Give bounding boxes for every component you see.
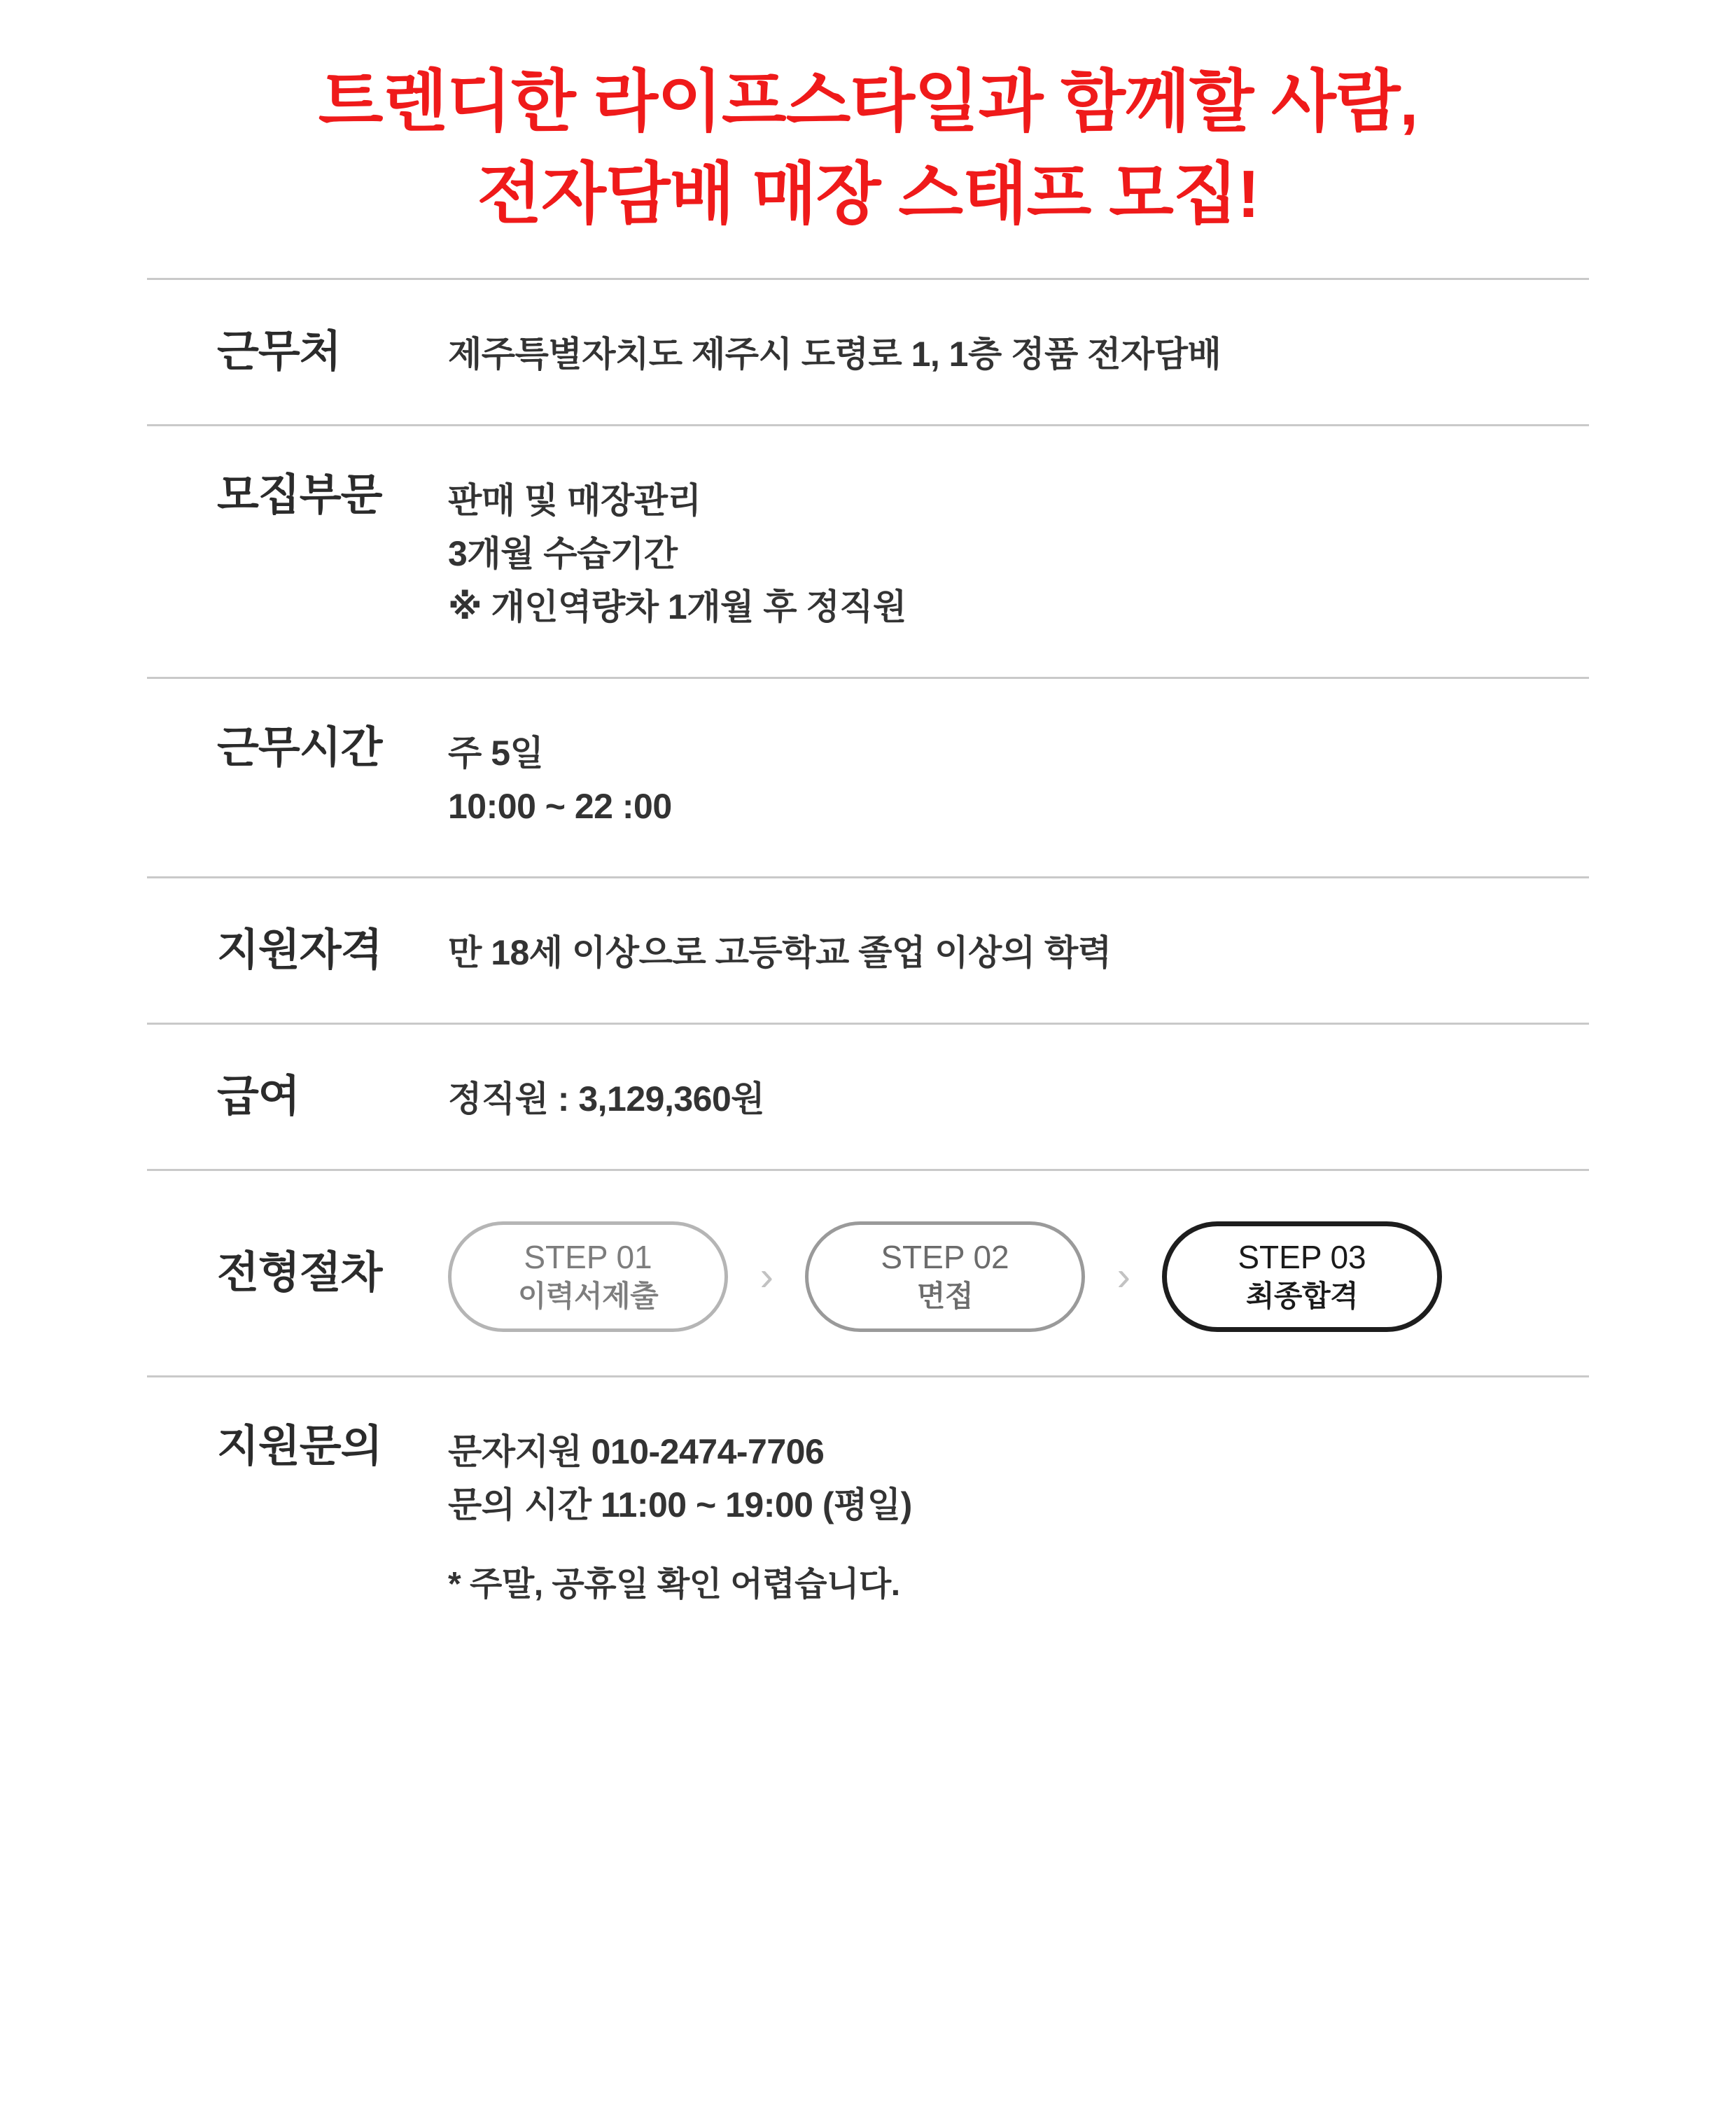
- process-step-1-title: STEP 01: [524, 1238, 652, 1275]
- row-value-position: [448, 470, 1589, 633]
- title-line-2: 전자담배 매장 스태프 모집!: [477, 157, 1259, 232]
- hours-line-1: 주 5일: [448, 733, 544, 773]
- chevron-right-icon-1: ›: [760, 1253, 774, 1299]
- row-value-salary: [448, 1068, 1589, 1125]
- position-line-2: 3개월 수습기간: [448, 533, 678, 573]
- table-row-contact: [147, 1377, 1589, 1654]
- contact-note: * 주말, 공휴일 확인 어렵습니다.: [448, 1565, 900, 1603]
- position-line-3: ※ 개인역량차 1개월 후 정직원: [448, 587, 906, 626]
- table-row-position: [147, 426, 1589, 679]
- row-value-qualification: [448, 922, 1589, 979]
- table-row-hours: [147, 679, 1589, 878]
- page-title: [0, 0, 1736, 278]
- table-row-qualification: [147, 878, 1589, 1025]
- process-step-3-sub: 최종합격: [1245, 1279, 1359, 1313]
- row-value-process: [448, 1214, 1589, 1332]
- chevron-right-icon-2: ›: [1116, 1253, 1130, 1299]
- table-row-process: [147, 1171, 1589, 1377]
- process-step-2-title: STEP 02: [881, 1238, 1009, 1275]
- process-step-1: [448, 1221, 728, 1332]
- row-label-salary: 급여: [217, 1072, 300, 1121]
- row-label-workplace: 근무처: [217, 327, 341, 376]
- table-row-salary: [147, 1025, 1589, 1171]
- row-label-position: 모집부문: [217, 470, 382, 519]
- row-label-hours: 근무시간: [217, 723, 382, 772]
- process-step-2-sub: 면접: [916, 1279, 974, 1313]
- info-table: [147, 278, 1589, 1654]
- process-step-2: [805, 1221, 1085, 1332]
- row-label-process: 전형절차: [217, 1248, 382, 1297]
- title-line-1: 트렌디한 라이프스타일과 함께할 사람,: [318, 64, 1418, 139]
- row-value-contact: [448, 1421, 1589, 1611]
- row-value-hours: [448, 722, 1589, 833]
- table-row-workplace: [147, 280, 1589, 426]
- spacer: [448, 1531, 1589, 1559]
- row-label-contact: 지원문의: [217, 1422, 382, 1471]
- process-step-3-title: STEP 03: [1238, 1238, 1366, 1275]
- process-steps: [448, 1219, 1589, 1332]
- hours-line-2: 10:00 ~ 22 :00: [448, 786, 672, 826]
- contact-phone: 문자지원 010-2474-7706: [448, 1431, 825, 1471]
- process-step-3: [1162, 1221, 1442, 1332]
- salary-text: 정직원 : 3,129,360원: [448, 1079, 765, 1118]
- qualification-text: 만 18세 이상으로 고등학교 졸업 이상의 학력: [448, 932, 1112, 972]
- position-line-1: 판매 및 매장관리: [448, 480, 701, 520]
- row-value-workplace: [448, 323, 1589, 381]
- row-label-qualification: 지원자격: [217, 925, 382, 974]
- workplace-address: 제주특별자치도 제주시 도령로 1, 1층 정품 전자담배: [448, 334, 1222, 374]
- contact-hours: 문의 시간 11:00 ~ 19:00 (평일): [448, 1485, 912, 1524]
- process-step-1-sub: 이력서제출: [517, 1279, 659, 1313]
